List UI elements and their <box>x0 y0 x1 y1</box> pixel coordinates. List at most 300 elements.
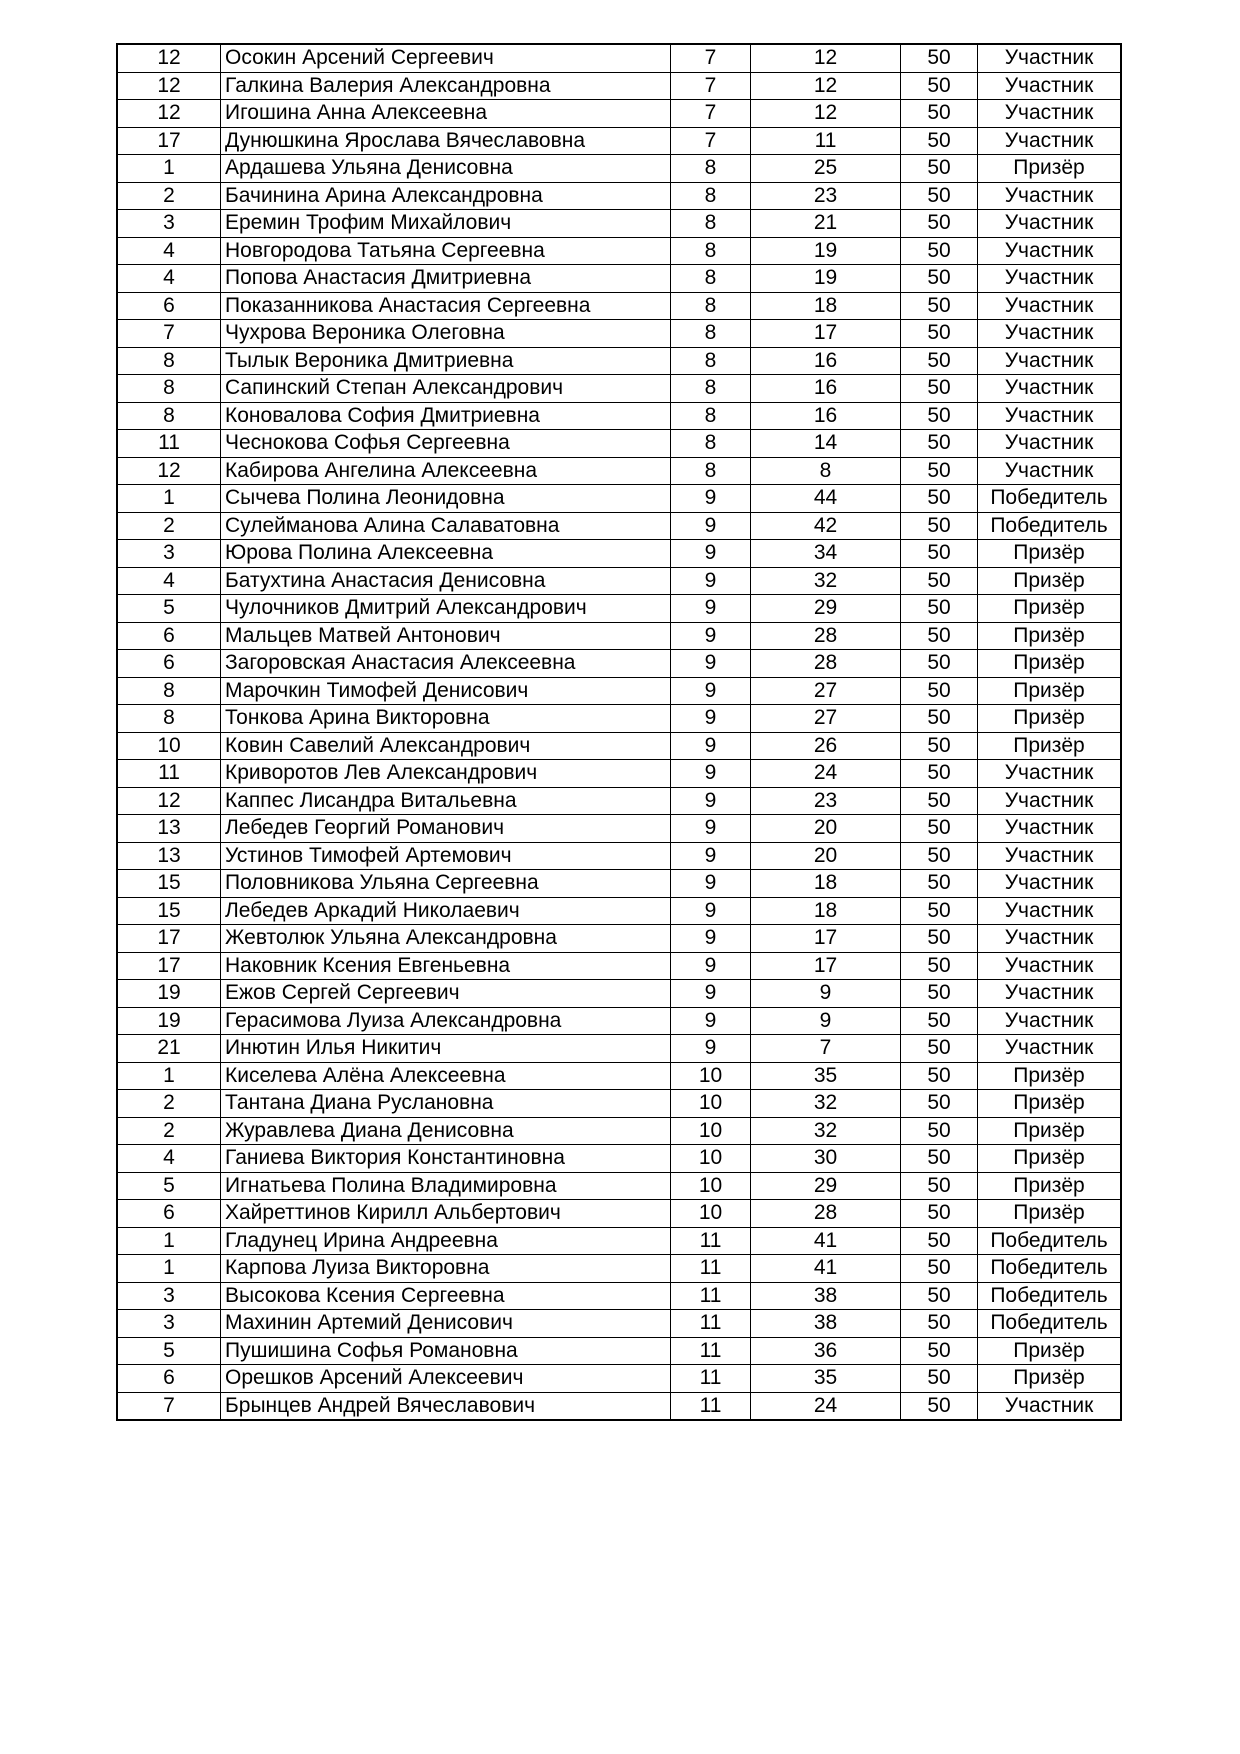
table-row <box>118 925 1121 953</box>
score-cell: 41 <box>751 1227 901 1255</box>
grade-cell: 9 <box>671 650 751 678</box>
max-score-cell: 50 <box>901 1255 978 1283</box>
status-cell: Участник <box>978 787 1121 815</box>
grade-cell: 7 <box>671 72 751 100</box>
table-row <box>118 1365 1121 1393</box>
grade-cell: 10 <box>671 1062 751 1090</box>
place-cell: 4 <box>118 1145 221 1173</box>
max-score-cell: 50 <box>901 870 978 898</box>
student-name-cell: Новгородова Татьяна Сергеевна <box>221 237 671 265</box>
grade-cell: 9 <box>671 677 751 705</box>
max-score-cell: 50 <box>901 100 978 128</box>
status-cell: Участник <box>978 980 1121 1008</box>
status-cell: Победитель <box>978 1255 1121 1283</box>
status-cell: Участник <box>978 320 1121 348</box>
score-cell: 28 <box>751 622 901 650</box>
place-cell: 2 <box>118 1117 221 1145</box>
status-cell: Участник <box>978 45 1121 73</box>
student-name-cell: Герасимова Луиза Александровна <box>221 1007 671 1035</box>
status-cell: Участник <box>978 952 1121 980</box>
score-cell: 23 <box>751 182 901 210</box>
table-row <box>118 677 1121 705</box>
score-cell: 42 <box>751 512 901 540</box>
grade-cell: 8 <box>671 292 751 320</box>
student-name-cell: Ковин Савелий Александрович <box>221 732 671 760</box>
place-cell: 3 <box>118 210 221 238</box>
place-cell: 6 <box>118 650 221 678</box>
place-cell: 7 <box>118 320 221 348</box>
grade-cell: 10 <box>671 1090 751 1118</box>
score-cell: 38 <box>751 1310 901 1338</box>
table-row <box>118 787 1121 815</box>
grade-cell: 8 <box>671 457 751 485</box>
status-cell: Участник <box>978 182 1121 210</box>
student-name-cell: Киселева Алёна Алексеевна <box>221 1062 671 1090</box>
table-row <box>118 182 1121 210</box>
place-cell: 19 <box>118 1007 221 1035</box>
max-score-cell: 50 <box>901 265 978 293</box>
table-row <box>118 897 1121 925</box>
results-table <box>117 44 1121 1420</box>
grade-cell: 9 <box>671 870 751 898</box>
table-row <box>118 1337 1121 1365</box>
place-cell: 21 <box>118 1035 221 1063</box>
status-cell: Участник <box>978 842 1121 870</box>
grade-cell: 10 <box>671 1172 751 1200</box>
student-name-cell: Гладунец Ирина Андреевна <box>221 1227 671 1255</box>
results-sheet <box>117 44 1121 1420</box>
status-cell: Участник <box>978 402 1121 430</box>
student-name-cell: Ежов Сергей Сергеевич <box>221 980 671 1008</box>
status-cell: Призёр <box>978 1062 1121 1090</box>
place-cell: 12 <box>118 72 221 100</box>
table-row <box>118 1227 1121 1255</box>
score-cell: 44 <box>751 485 901 513</box>
score-cell: 29 <box>751 595 901 623</box>
score-cell: 12 <box>751 100 901 128</box>
max-score-cell: 50 <box>901 182 978 210</box>
place-cell: 12 <box>118 100 221 128</box>
status-cell: Участник <box>978 897 1121 925</box>
grade-cell: 9 <box>671 842 751 870</box>
place-cell: 8 <box>118 677 221 705</box>
max-score-cell: 50 <box>901 1310 978 1338</box>
score-cell: 27 <box>751 677 901 705</box>
grade-cell: 11 <box>671 1337 751 1365</box>
score-cell: 11 <box>751 127 901 155</box>
score-cell: 32 <box>751 567 901 595</box>
table-row <box>118 1255 1121 1283</box>
table-row <box>118 292 1121 320</box>
place-cell: 11 <box>118 760 221 788</box>
grade-cell: 7 <box>671 45 751 73</box>
max-score-cell: 50 <box>901 1337 978 1365</box>
max-score-cell: 50 <box>901 567 978 595</box>
student-name-cell: Чухрова Вероника Олеговна <box>221 320 671 348</box>
table-row <box>118 1145 1121 1173</box>
grade-cell: 9 <box>671 732 751 760</box>
status-cell: Призёр <box>978 1117 1121 1145</box>
score-cell: 36 <box>751 1337 901 1365</box>
status-cell: Участник <box>978 1035 1121 1063</box>
score-cell: 21 <box>751 210 901 238</box>
place-cell: 6 <box>118 292 221 320</box>
place-cell: 17 <box>118 925 221 953</box>
status-cell: Призёр <box>978 650 1121 678</box>
max-score-cell: 50 <box>901 45 978 73</box>
status-cell: Участник <box>978 870 1121 898</box>
max-score-cell: 50 <box>901 540 978 568</box>
score-cell: 7 <box>751 1035 901 1063</box>
max-score-cell: 50 <box>901 1200 978 1228</box>
table-row <box>118 457 1121 485</box>
student-name-cell: Галкина Валерия Александровна <box>221 72 671 100</box>
place-cell: 17 <box>118 952 221 980</box>
student-name-cell: Пушишина Софья Романовна <box>221 1337 671 1365</box>
score-cell: 34 <box>751 540 901 568</box>
table-row <box>118 512 1121 540</box>
grade-cell: 9 <box>671 1007 751 1035</box>
table-row <box>118 705 1121 733</box>
score-cell: 38 <box>751 1282 901 1310</box>
score-cell: 14 <box>751 430 901 458</box>
score-cell: 17 <box>751 952 901 980</box>
grade-cell: 9 <box>671 512 751 540</box>
place-cell: 12 <box>118 45 221 73</box>
table-row <box>118 760 1121 788</box>
table-row <box>118 402 1121 430</box>
max-score-cell: 50 <box>901 155 978 183</box>
max-score-cell: 50 <box>901 292 978 320</box>
status-cell: Участник <box>978 292 1121 320</box>
place-cell: 5 <box>118 1337 221 1365</box>
table-row <box>118 1172 1121 1200</box>
place-cell: 13 <box>118 815 221 843</box>
table-row <box>118 1062 1121 1090</box>
grade-cell: 8 <box>671 237 751 265</box>
grade-cell: 8 <box>671 155 751 183</box>
student-name-cell: Попова Анастасия Дмитриевна <box>221 265 671 293</box>
grade-cell: 11 <box>671 1310 751 1338</box>
max-score-cell: 50 <box>901 1117 978 1145</box>
student-name-cell: Высокова Ксения Сергеевна <box>221 1282 671 1310</box>
table-row <box>118 45 1121 73</box>
grade-cell: 8 <box>671 182 751 210</box>
status-cell: Призёр <box>978 732 1121 760</box>
place-cell: 12 <box>118 787 221 815</box>
place-cell: 8 <box>118 375 221 403</box>
grade-cell: 9 <box>671 622 751 650</box>
student-name-cell: Половникова Ульяна Сергеевна <box>221 870 671 898</box>
table-row <box>118 1117 1121 1145</box>
status-cell: Участник <box>978 127 1121 155</box>
table-row <box>118 842 1121 870</box>
student-name-cell: Марочкин Тимофей Денисович <box>221 677 671 705</box>
table-row <box>118 485 1121 513</box>
grade-cell: 9 <box>671 485 751 513</box>
max-score-cell: 50 <box>901 705 978 733</box>
status-cell: Призёр <box>978 567 1121 595</box>
place-cell: 1 <box>118 1062 221 1090</box>
table-row <box>118 210 1121 238</box>
place-cell: 8 <box>118 705 221 733</box>
score-cell: 35 <box>751 1365 901 1393</box>
student-name-cell: Криворотов Лев Александрович <box>221 760 671 788</box>
score-cell: 19 <box>751 265 901 293</box>
table-row <box>118 1392 1121 1420</box>
max-score-cell: 50 <box>901 815 978 843</box>
max-score-cell: 50 <box>901 375 978 403</box>
place-cell: 19 <box>118 980 221 1008</box>
table-row <box>118 375 1121 403</box>
score-cell: 20 <box>751 815 901 843</box>
score-cell: 17 <box>751 925 901 953</box>
grade-cell: 9 <box>671 1035 751 1063</box>
student-name-cell: Хайреттинов Кирилл Альбертович <box>221 1200 671 1228</box>
grade-cell: 9 <box>671 540 751 568</box>
grade-cell: 9 <box>671 952 751 980</box>
student-name-cell: Коновалова София Дмитриевна <box>221 402 671 430</box>
status-cell: Призёр <box>978 1090 1121 1118</box>
table-row <box>118 870 1121 898</box>
grade-cell: 8 <box>671 402 751 430</box>
score-cell: 16 <box>751 375 901 403</box>
table-row <box>118 980 1121 1008</box>
status-cell: Победитель <box>978 1227 1121 1255</box>
status-cell: Участник <box>978 430 1121 458</box>
table-row <box>118 815 1121 843</box>
max-score-cell: 50 <box>901 952 978 980</box>
student-name-cell: Тылык Вероника Дмитриевна <box>221 347 671 375</box>
place-cell: 15 <box>118 897 221 925</box>
student-name-cell: Загоровская Анастасия Алексеевна <box>221 650 671 678</box>
score-cell: 29 <box>751 1172 901 1200</box>
table-row <box>118 540 1121 568</box>
status-cell: Участник <box>978 347 1121 375</box>
table-row <box>118 1200 1121 1228</box>
max-score-cell: 50 <box>901 320 978 348</box>
table-row <box>118 1282 1121 1310</box>
student-name-cell: Сычева Полина Леонидовна <box>221 485 671 513</box>
student-name-cell: Журавлева Диана Денисовна <box>221 1117 671 1145</box>
grade-cell: 11 <box>671 1282 751 1310</box>
table-row <box>118 430 1121 458</box>
student-name-cell: Ардашева Ульяна Денисовна <box>221 155 671 183</box>
place-cell: 7 <box>118 1392 221 1420</box>
place-cell: 8 <box>118 402 221 430</box>
max-score-cell: 50 <box>901 1062 978 1090</box>
table-row <box>118 952 1121 980</box>
grade-cell: 9 <box>671 705 751 733</box>
status-cell: Участник <box>978 925 1121 953</box>
max-score-cell: 50 <box>901 842 978 870</box>
score-cell: 9 <box>751 980 901 1008</box>
status-cell: Призёр <box>978 595 1121 623</box>
grade-cell: 8 <box>671 375 751 403</box>
max-score-cell: 50 <box>901 1145 978 1173</box>
score-cell: 41 <box>751 1255 901 1283</box>
status-cell: Призёр <box>978 705 1121 733</box>
table-row <box>118 595 1121 623</box>
status-cell: Участник <box>978 100 1121 128</box>
student-name-cell: Лебедев Георгий Романович <box>221 815 671 843</box>
student-name-cell: Ганиева Виктория Константиновна <box>221 1145 671 1173</box>
max-score-cell: 50 <box>901 760 978 788</box>
max-score-cell: 50 <box>901 595 978 623</box>
student-name-cell: Батухтина Анастасия Денисовна <box>221 567 671 595</box>
grade-cell: 9 <box>671 815 751 843</box>
score-cell: 17 <box>751 320 901 348</box>
student-name-cell: Тантана Диана Руслановна <box>221 1090 671 1118</box>
max-score-cell: 50 <box>901 1227 978 1255</box>
table-row <box>118 1007 1121 1035</box>
grade-cell: 9 <box>671 980 751 1008</box>
score-cell: 32 <box>751 1090 901 1118</box>
grade-cell: 7 <box>671 100 751 128</box>
status-cell: Призёр <box>978 155 1121 183</box>
max-score-cell: 50 <box>901 1172 978 1200</box>
student-name-cell: Брынцев Андрей Вячеславович <box>221 1392 671 1420</box>
table-row <box>118 567 1121 595</box>
score-cell: 23 <box>751 787 901 815</box>
max-score-cell: 50 <box>901 897 978 925</box>
place-cell: 3 <box>118 1310 221 1338</box>
status-cell: Призёр <box>978 1365 1121 1393</box>
score-cell: 35 <box>751 1062 901 1090</box>
table-row <box>118 622 1121 650</box>
max-score-cell: 50 <box>901 787 978 815</box>
score-cell: 30 <box>751 1145 901 1173</box>
place-cell: 1 <box>118 1227 221 1255</box>
score-cell: 8 <box>751 457 901 485</box>
table-row <box>118 650 1121 678</box>
student-name-cell: Махинин Артемий Денисович <box>221 1310 671 1338</box>
student-name-cell: Показанникова Анастасия Сергеевна <box>221 292 671 320</box>
grade-cell: 7 <box>671 127 751 155</box>
place-cell: 10 <box>118 732 221 760</box>
table-row <box>118 1310 1121 1338</box>
status-cell: Участник <box>978 237 1121 265</box>
place-cell: 11 <box>118 430 221 458</box>
max-score-cell: 50 <box>901 402 978 430</box>
status-cell: Участник <box>978 72 1121 100</box>
place-cell: 5 <box>118 1172 221 1200</box>
student-name-cell: Кабирова Ангелина Алексеевна <box>221 457 671 485</box>
grade-cell: 8 <box>671 210 751 238</box>
status-cell: Участник <box>978 760 1121 788</box>
place-cell: 2 <box>118 512 221 540</box>
status-cell: Участник <box>978 1007 1121 1035</box>
grade-cell: 8 <box>671 347 751 375</box>
place-cell: 13 <box>118 842 221 870</box>
place-cell: 3 <box>118 1282 221 1310</box>
place-cell: 8 <box>118 347 221 375</box>
score-cell: 25 <box>751 155 901 183</box>
score-cell: 16 <box>751 347 901 375</box>
status-cell: Победитель <box>978 1310 1121 1338</box>
score-cell: 9 <box>751 1007 901 1035</box>
place-cell: 12 <box>118 457 221 485</box>
table-row <box>118 265 1121 293</box>
score-cell: 12 <box>751 45 901 73</box>
grade-cell: 11 <box>671 1392 751 1420</box>
score-cell: 12 <box>751 72 901 100</box>
status-cell: Участник <box>978 265 1121 293</box>
max-score-cell: 50 <box>901 457 978 485</box>
student-name-cell: Чеснокова Софья Сергеевна <box>221 430 671 458</box>
grade-cell: 8 <box>671 320 751 348</box>
max-score-cell: 50 <box>901 1392 978 1420</box>
status-cell: Победитель <box>978 512 1121 540</box>
max-score-cell: 50 <box>901 72 978 100</box>
place-cell: 4 <box>118 567 221 595</box>
grade-cell: 9 <box>671 787 751 815</box>
student-name-cell: Юрова Полина Алексеевна <box>221 540 671 568</box>
grade-cell: 11 <box>671 1227 751 1255</box>
table-row <box>118 347 1121 375</box>
max-score-cell: 50 <box>901 925 978 953</box>
student-name-cell: Игошина Анна Алексеевна <box>221 100 671 128</box>
grade-cell: 9 <box>671 595 751 623</box>
student-name-cell: Жевтолюк Ульяна Александровна <box>221 925 671 953</box>
table-row <box>118 732 1121 760</box>
student-name-cell: Еремин Трофим Михайлович <box>221 210 671 238</box>
score-cell: 18 <box>751 292 901 320</box>
status-cell: Участник <box>978 210 1121 238</box>
status-cell: Призёр <box>978 540 1121 568</box>
place-cell: 2 <box>118 1090 221 1118</box>
student-name-cell: Чулочников Дмитрий Александрович <box>221 595 671 623</box>
place-cell: 15 <box>118 870 221 898</box>
table-row <box>118 1090 1121 1118</box>
max-score-cell: 50 <box>901 1282 978 1310</box>
place-cell: 2 <box>118 182 221 210</box>
grade-cell: 10 <box>671 1200 751 1228</box>
student-name-cell: Орешков Арсений Алексеевич <box>221 1365 671 1393</box>
max-score-cell: 50 <box>901 512 978 540</box>
grade-cell: 11 <box>671 1365 751 1393</box>
status-cell: Участник <box>978 457 1121 485</box>
table-row <box>118 237 1121 265</box>
place-cell: 4 <box>118 237 221 265</box>
status-cell: Призёр <box>978 677 1121 705</box>
place-cell: 1 <box>118 1255 221 1283</box>
place-cell: 1 <box>118 485 221 513</box>
table-row <box>118 155 1121 183</box>
max-score-cell: 50 <box>901 485 978 513</box>
max-score-cell: 50 <box>901 980 978 1008</box>
score-cell: 18 <box>751 870 901 898</box>
student-name-cell: Сулейманова Алина Салаватовна <box>221 512 671 540</box>
score-cell: 28 <box>751 650 901 678</box>
score-cell: 32 <box>751 1117 901 1145</box>
max-score-cell: 50 <box>901 622 978 650</box>
max-score-cell: 50 <box>901 650 978 678</box>
score-cell: 19 <box>751 237 901 265</box>
student-name-cell: Карпова Луиза Викторовна <box>221 1255 671 1283</box>
score-cell: 20 <box>751 842 901 870</box>
place-cell: 17 <box>118 127 221 155</box>
max-score-cell: 50 <box>901 430 978 458</box>
student-name-cell: Каппес Лисандра Витальевна <box>221 787 671 815</box>
student-name-cell: Тонкова Арина Викторовна <box>221 705 671 733</box>
max-score-cell: 50 <box>901 1365 978 1393</box>
grade-cell: 9 <box>671 925 751 953</box>
max-score-cell: 50 <box>901 1007 978 1035</box>
max-score-cell: 50 <box>901 347 978 375</box>
status-cell: Участник <box>978 1392 1121 1420</box>
grade-cell: 10 <box>671 1117 751 1145</box>
